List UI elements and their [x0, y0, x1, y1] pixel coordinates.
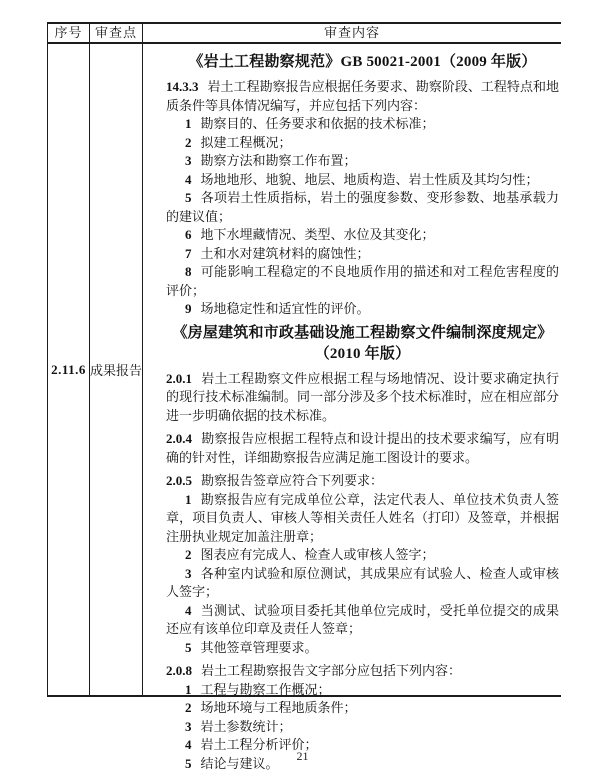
- list-item: 2 场地环境与工程地质条件；: [185, 700, 357, 715]
- item-number: 7: [185, 245, 192, 261]
- item-number: 1: [185, 491, 192, 507]
- item-number: 2.0.5: [166, 473, 192, 488]
- list-item: 6 地下水埋藏情况、类型、水位及其变化；: [185, 227, 435, 242]
- item-number: 3: [185, 718, 192, 734]
- item-number: 2.0.4: [166, 431, 192, 446]
- review-content-cell: [143, 44, 561, 771]
- list-item: 4 当测试、试验项目委托其他单位完成时，受托单位提交的成果还应有该单位印章及责任人签章；: [166, 602, 559, 636]
- item-number: 1: [185, 681, 192, 697]
- clause-paragraph: 14.3.3 岩土工程勘察报告应根据任务要求、勘察阶段、工程特点和地质条件等具体情况编写，并应包括下列内容：: [166, 79, 559, 113]
- list-item: 3 岩土参数统计；: [185, 718, 292, 734]
- list-item: 9 场地稳定性和适宜性的评价。: [185, 301, 370, 316]
- list-item: 4 岩土工程分析评价；: [185, 737, 318, 752]
- item-number: 6: [185, 227, 192, 242]
- item-number: 4: [185, 737, 192, 752]
- list-item: 3 各种室内试验和原位测试，其成果应有试验人、检查人或审核人签字；: [166, 565, 559, 599]
- clause-paragraph: 2.0.4 勘察报告应根据工程特点和设计提出的技术要求编写，应有明确的针对性，详细勘察报告应满足施工图设计的要求。: [166, 431, 559, 465]
- column-header-serial: 序号: [47, 24, 90, 42]
- list-item: 1 工程与勘察工作概况；: [185, 681, 331, 697]
- list-item: 2 图表应有完成人、检查人或审核人签字；: [185, 547, 435, 562]
- list-item: 1 勘察目的、任务要求和依据的技术标准；: [185, 116, 435, 131]
- item-number: 5: [185, 755, 192, 771]
- review-table: [47, 22, 561, 771]
- item-number: 14.3.3: [166, 79, 199, 94]
- column-header-review-content: 审查内容: [323, 25, 380, 40]
- item-number: 3: [185, 153, 192, 168]
- item-number: 2.0.1: [166, 370, 192, 386]
- item-number: 4: [185, 171, 192, 187]
- item-number: 4: [185, 602, 192, 618]
- list-item: 5 结论与建议。: [185, 755, 279, 771]
- item-number: 9: [185, 301, 192, 316]
- clause-paragraph: 2.0.8 岩土工程勘察报告文字部分应包括下列内容：: [166, 663, 462, 678]
- list-item: 4 场地地形、地貌、地层、地质构造、岩土性质及其均匀性；: [185, 171, 539, 187]
- list-item: 7 土和水对建筑材料的腐蚀性；: [185, 245, 370, 261]
- list-item: 8 可能影响工程稳定的不良地质作用的描述和对工程危害程度的评价；: [166, 264, 559, 298]
- page-number: 21: [296, 749, 309, 763]
- serial-number: 2.11.6: [51, 361, 86, 377]
- review-point-label: 成果报告: [90, 363, 143, 378]
- review-point-cell: [90, 44, 143, 695]
- item-number: 5: [185, 639, 192, 655]
- standard-title: 《房屋建筑和市政基础设施工程勘察文件编制深度规定》（2010 年版）: [172, 324, 553, 362]
- list-item: 5 其他签章管理要求。: [185, 639, 318, 655]
- clause-paragraph: 2.0.1 岩土工程勘察文件应根据工程与场地情况、设计要求确定执行的现行技术标准编制。同一部分涉及多个技术标准时，应在相应部分进一步明确依据的技术标准。: [166, 370, 559, 423]
- table-body-row: [47, 44, 561, 771]
- item-number: 2: [185, 700, 192, 715]
- item-number: 8: [185, 264, 192, 279]
- item-number: 2.0.8: [166, 663, 192, 678]
- clause-paragraph: 2.0.5 勘察报告签章应符合下列要求：: [166, 473, 384, 488]
- item-number: 2: [185, 134, 192, 150]
- list-item: 3 勘察方法和勘察工作布置；: [185, 153, 357, 168]
- list-item: 2 拟建工程概况；: [185, 134, 292, 150]
- standard-title: 《岩土工程勘察规范》GB 50021-2001（2009 年版）: [188, 54, 537, 70]
- item-number: 1: [185, 116, 192, 131]
- item-number: 3: [185, 565, 192, 581]
- serial-number-cell: [47, 44, 90, 695]
- column-header-review-point: 审查点: [90, 24, 143, 42]
- item-number: 5: [185, 190, 192, 205]
- item-number: 2: [185, 547, 192, 562]
- list-item: 1 勘察报告应有完成单位公章，法定代表人、单位技术负责人签章，项目负责人、审核人等相关责任人姓名（打印）及签章，并根据注册执业规定加盖注册章；: [166, 491, 559, 544]
- table-header-row: [47, 24, 561, 44]
- list-item: 5 各项岩土性质指标，岩土的强度参数、变形参数、地基承载力的建议值；: [166, 190, 559, 224]
